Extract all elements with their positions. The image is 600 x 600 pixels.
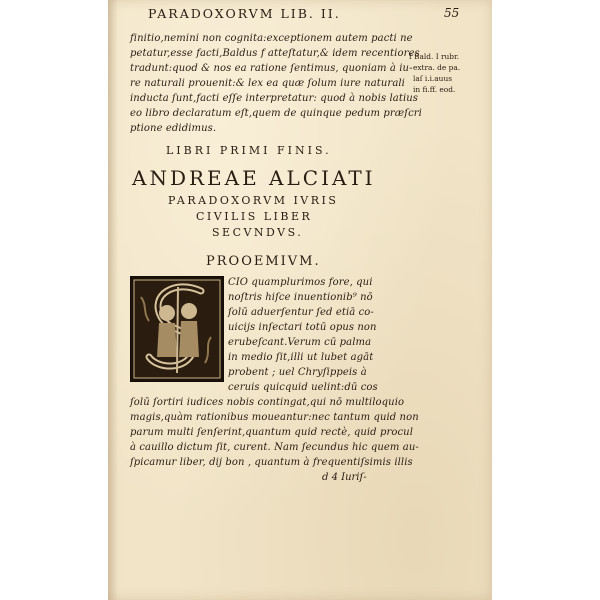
body-line: erubeſcant.Verum cū palma [228,337,372,348]
body-line: petatur,esse facti,Baldus f atteſtatur,& idem recentiores [130,48,420,59]
body-line: eo libro declaratum eſt,quem de quinque pedum præſcri [130,108,422,119]
body-line: inducta ſunt,facti eſſe interpretatur: quod à nobis latius [130,93,419,104]
body-line: tradunt:quod & nos ea ratione ſentimus, quoniam à iu- [130,63,413,74]
body-line: ſolū ſortiri iudices nobis contingat,qui nō multiloquio [130,397,405,408]
section-heading: PROOEMIVM. [206,254,321,269]
signature-catchword: d 4 Iuriſ- [322,472,367,483]
margin-note-line: in fi.ff. eod. [413,85,456,94]
body-line: probent ; uel Chryſippeis à [228,367,367,378]
spine-shadow [108,0,118,600]
body-line: à cauillo dictum ſit, curent. Nam ſecundus hic quem au- [130,442,419,453]
book-page [108,0,492,600]
body-line: uicijs inſectari totū opus non [228,322,377,333]
body-line: parum multi ſenſerint,quantum quid rectè, quid procul [130,427,413,438]
body-line: ptione edidimus. [130,123,217,134]
woodcut-initial-s-icon [130,276,224,382]
margin-note-line: f Bald. I rubr. [409,52,460,61]
body-line: finitio,nemini non cognita:exceptionem autem pacti ne [130,33,413,44]
body-line: in medio ſit,illi ut lubet agāt [228,352,374,363]
running-head: PARADOXORVM LIB. II. [148,6,341,21]
margin-note-line: laſ i.i.auus [413,74,452,83]
author-title: ANDREAE ALCIATI [132,166,376,190]
title-line: SECVNDVS. [212,226,304,239]
body-line: noſtris hiſce inuentionib⁹ nō [228,292,373,303]
body-line: ceruis quicquid uelint:dū cos [228,382,378,393]
page-number: 55 [444,6,460,20]
book-end-line: LIBRI PRIMI FINIS. [166,144,332,157]
body-line: ſolū aduerſentur ſed etiā co- [228,307,374,318]
body-line: CIO quamplurimos fore, qui [228,277,373,288]
title-line: PARADOXORVM IVRIS [168,194,339,207]
margin-note-line: extra. de pa. [413,63,461,72]
body-line: ſpicamur liber, dij bon , quantum à frequentiſsimis illis [130,457,413,468]
body-line: re naturali prouenit:& lex ea quæ ſolum iure naturali [130,78,405,89]
title-line: CIVILIS LIBER [196,210,313,223]
body-line: magis,quàm rationibus moueantur:nec tantum quid non [130,412,419,423]
